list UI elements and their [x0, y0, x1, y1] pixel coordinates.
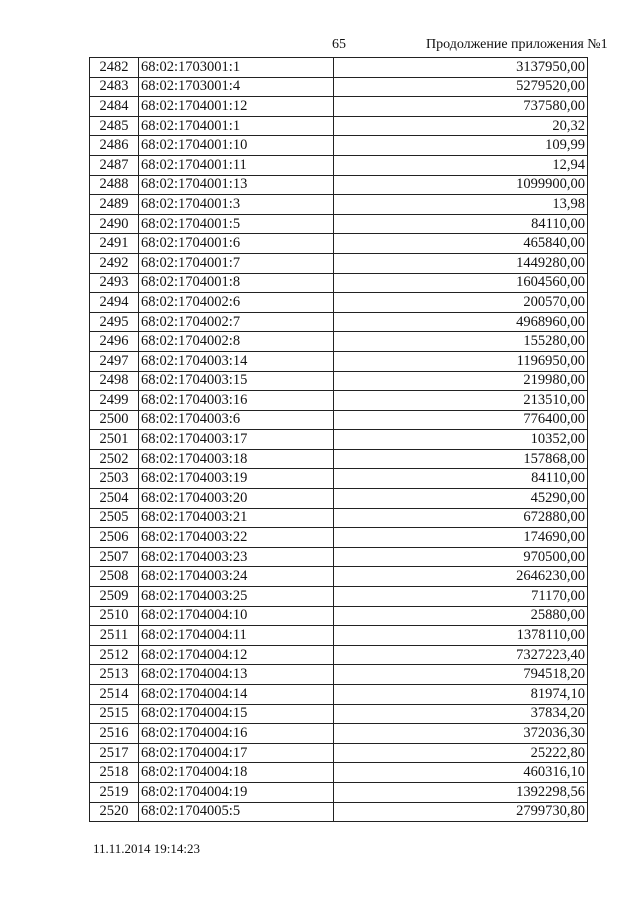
cadastral-number-cell: 68:02:1704005:5 [139, 802, 334, 822]
cadastral-value-cell: 4968960,00 [334, 312, 588, 332]
table-row [90, 626, 588, 646]
row-number-cell: 2510 [90, 606, 139, 626]
cadastral-value-cell: 1604560,00 [334, 273, 588, 293]
table-row [90, 724, 588, 744]
cadastral-number-cell: 68:02:1704004:17 [139, 743, 334, 763]
row-number-cell: 2505 [90, 508, 139, 528]
cadastral-number-cell: 68:02:1704003:16 [139, 391, 334, 411]
row-number-cell: 2509 [90, 587, 139, 607]
row-number-cell: 2493 [90, 273, 139, 293]
table-row [90, 704, 588, 724]
table-row [90, 136, 588, 156]
cadastral-value-cell: 155280,00 [334, 332, 588, 352]
cadastral-number-cell: 68:02:1704003:25 [139, 587, 334, 607]
table-row [90, 567, 588, 587]
cadastral-value-cell: 1449280,00 [334, 253, 588, 273]
cadastral-value-cell: 45290,00 [334, 489, 588, 509]
table-row [90, 685, 588, 705]
row-number-cell: 2489 [90, 195, 139, 215]
table-row [90, 430, 588, 450]
cadastral-value-cell: 2799730,80 [334, 802, 588, 822]
cadastral-number-cell: 68:02:1704001:3 [139, 195, 334, 215]
cadastral-value-cell: 200570,00 [334, 293, 588, 313]
cadastral-value-cell: 84110,00 [334, 469, 588, 489]
row-number-cell: 2519 [90, 782, 139, 802]
cadastral-value-cell: 20,32 [334, 116, 588, 136]
table-row [90, 155, 588, 175]
row-number-cell: 2513 [90, 665, 139, 685]
table-row [90, 410, 588, 430]
cadastral-number-cell: 68:02:1704004:19 [139, 782, 334, 802]
cadastral-value-cell: 12,94 [334, 155, 588, 175]
table-row [90, 547, 588, 567]
table-body [90, 58, 588, 822]
row-number-cell: 2492 [90, 253, 139, 273]
row-number-cell: 2512 [90, 645, 139, 665]
cadastral-number-cell: 68:02:1703001:4 [139, 77, 334, 97]
table-row [90, 743, 588, 763]
cadastral-number-cell: 68:02:1704003:6 [139, 410, 334, 430]
cadastral-number-cell: 68:02:1704003:14 [139, 351, 334, 371]
table-row [90, 312, 588, 332]
cadastral-value-table [89, 57, 588, 822]
cadastral-number-cell: 68:02:1704003:15 [139, 371, 334, 391]
cadastral-number-cell: 68:02:1704004:16 [139, 724, 334, 744]
table-row [90, 332, 588, 352]
row-number-cell: 2494 [90, 293, 139, 313]
row-number-cell: 2487 [90, 155, 139, 175]
cadastral-value-cell: 5279520,00 [334, 77, 588, 97]
table-row [90, 489, 588, 509]
table-row [90, 253, 588, 273]
row-number-cell: 2511 [90, 626, 139, 646]
cadastral-value-cell: 219980,00 [334, 371, 588, 391]
cadastral-value-cell: 465840,00 [334, 234, 588, 254]
row-number-cell: 2515 [90, 704, 139, 724]
cadastral-value-cell: 3137950,00 [334, 58, 588, 78]
row-number-cell: 2484 [90, 97, 139, 117]
table-row [90, 802, 588, 822]
cadastral-value-cell: 10352,00 [334, 430, 588, 450]
table-row [90, 391, 588, 411]
row-number-cell: 2485 [90, 116, 139, 136]
cadastral-value-cell: 776400,00 [334, 410, 588, 430]
table-row [90, 645, 588, 665]
cadastral-value-cell: 37834,20 [334, 704, 588, 724]
page-number: 65 [332, 37, 346, 52]
cadastral-number-cell: 68:02:1704001:7 [139, 253, 334, 273]
row-number-cell: 2483 [90, 77, 139, 97]
cadastral-value-cell: 71170,00 [334, 587, 588, 607]
table-row [90, 782, 588, 802]
row-number-cell: 2495 [90, 312, 139, 332]
cadastral-number-cell: 68:02:1704003:19 [139, 469, 334, 489]
table-row [90, 116, 588, 136]
cadastral-value-cell: 372036,30 [334, 724, 588, 744]
row-number-cell: 2514 [90, 685, 139, 705]
appendix-caption: Продолжение приложения №1 [426, 37, 608, 52]
row-number-cell: 2501 [90, 430, 139, 450]
cadastral-number-cell: 68:02:1704003:22 [139, 528, 334, 548]
cadastral-number-cell: 68:02:1703001:1 [139, 58, 334, 78]
cadastral-value-cell: 157868,00 [334, 449, 588, 469]
table-row [90, 195, 588, 215]
cadastral-number-cell: 68:02:1704001:1 [139, 116, 334, 136]
row-number-cell: 2491 [90, 234, 139, 254]
cadastral-number-cell: 68:02:1704001:8 [139, 273, 334, 293]
row-number-cell: 2500 [90, 410, 139, 430]
table-row [90, 763, 588, 783]
cadastral-number-cell: 68:02:1704001:6 [139, 234, 334, 254]
cadastral-value-cell: 25222,80 [334, 743, 588, 763]
table-row [90, 371, 588, 391]
row-number-cell: 2503 [90, 469, 139, 489]
cadastral-number-cell: 68:02:1704002:6 [139, 293, 334, 313]
row-number-cell: 2518 [90, 763, 139, 783]
cadastral-value-cell: 460316,10 [334, 763, 588, 783]
row-number-cell: 2497 [90, 351, 139, 371]
row-number-cell: 2507 [90, 547, 139, 567]
cadastral-number-cell: 68:02:1704001:11 [139, 155, 334, 175]
row-number-cell: 2504 [90, 489, 139, 509]
row-number-cell: 2516 [90, 724, 139, 744]
row-number-cell: 2482 [90, 58, 139, 78]
table-row [90, 469, 588, 489]
table-row [90, 351, 588, 371]
table-row [90, 58, 588, 78]
cadastral-value-cell: 737580,00 [334, 97, 588, 117]
row-number-cell: 2499 [90, 391, 139, 411]
cadastral-value-cell: 794518,20 [334, 665, 588, 685]
cadastral-number-cell: 68:02:1704001:5 [139, 214, 334, 234]
cadastral-number-cell: 68:02:1704002:7 [139, 312, 334, 332]
cadastral-number-cell: 68:02:1704004:10 [139, 606, 334, 626]
print-timestamp: 11.11.2014 19:14:23 [93, 841, 201, 856]
cadastral-number-cell: 68:02:1704003:18 [139, 449, 334, 469]
cadastral-number-cell: 68:02:1704004:13 [139, 665, 334, 685]
table-row [90, 606, 588, 626]
cadastral-value-cell: 109,99 [334, 136, 588, 156]
cadastral-number-cell: 68:02:1704003:17 [139, 430, 334, 450]
table-row [90, 587, 588, 607]
row-number-cell: 2490 [90, 214, 139, 234]
cadastral-value-cell: 970500,00 [334, 547, 588, 567]
row-number-cell: 2502 [90, 449, 139, 469]
cadastral-number-cell: 68:02:1704003:23 [139, 547, 334, 567]
cadastral-value-cell: 13,98 [334, 195, 588, 215]
cadastral-value-cell: 1392298,56 [334, 782, 588, 802]
table-row [90, 77, 588, 97]
row-number-cell: 2520 [90, 802, 139, 822]
row-number-cell: 2488 [90, 175, 139, 195]
cadastral-value-cell: 213510,00 [334, 391, 588, 411]
table-row [90, 273, 588, 293]
row-number-cell: 2506 [90, 528, 139, 548]
cadastral-number-cell: 68:02:1704003:21 [139, 508, 334, 528]
row-number-cell: 2508 [90, 567, 139, 587]
cadastral-value-cell: 672880,00 [334, 508, 588, 528]
cadastral-number-cell: 68:02:1704004:12 [139, 645, 334, 665]
row-number-cell: 2517 [90, 743, 139, 763]
table-row [90, 293, 588, 313]
row-number-cell: 2486 [90, 136, 139, 156]
table-row [90, 234, 588, 254]
cadastral-number-cell: 68:02:1704003:24 [139, 567, 334, 587]
table-row [90, 665, 588, 685]
table-row [90, 214, 588, 234]
table-row [90, 175, 588, 195]
row-number-cell: 2496 [90, 332, 139, 352]
cadastral-value-cell: 25880,00 [334, 606, 588, 626]
table-row [90, 449, 588, 469]
table-row [90, 508, 588, 528]
cadastral-value-cell: 174690,00 [334, 528, 588, 548]
cadastral-number-cell: 68:02:1704003:20 [139, 489, 334, 509]
row-number-cell: 2498 [90, 371, 139, 391]
cadastral-value-cell: 7327223,40 [334, 645, 588, 665]
cadastral-number-cell: 68:02:1704001:13 [139, 175, 334, 195]
cadastral-number-cell: 68:02:1704004:18 [139, 763, 334, 783]
cadastral-value-cell: 84110,00 [334, 214, 588, 234]
cadastral-value-cell: 2646230,00 [334, 567, 588, 587]
cadastral-number-cell: 68:02:1704001:10 [139, 136, 334, 156]
cadastral-value-cell: 1378110,00 [334, 626, 588, 646]
cadastral-number-cell: 68:02:1704002:8 [139, 332, 334, 352]
cadastral-value-cell: 1196950,00 [334, 351, 588, 371]
cadastral-value-cell: 1099900,00 [334, 175, 588, 195]
cadastral-number-cell: 68:02:1704004:15 [139, 704, 334, 724]
cadastral-number-cell: 68:02:1704004:14 [139, 685, 334, 705]
cadastral-number-cell: 68:02:1704004:11 [139, 626, 334, 646]
table-row [90, 528, 588, 548]
cadastral-value-cell: 81974,10 [334, 685, 588, 705]
cadastral-number-cell: 68:02:1704001:12 [139, 97, 334, 117]
table-row [90, 97, 588, 117]
